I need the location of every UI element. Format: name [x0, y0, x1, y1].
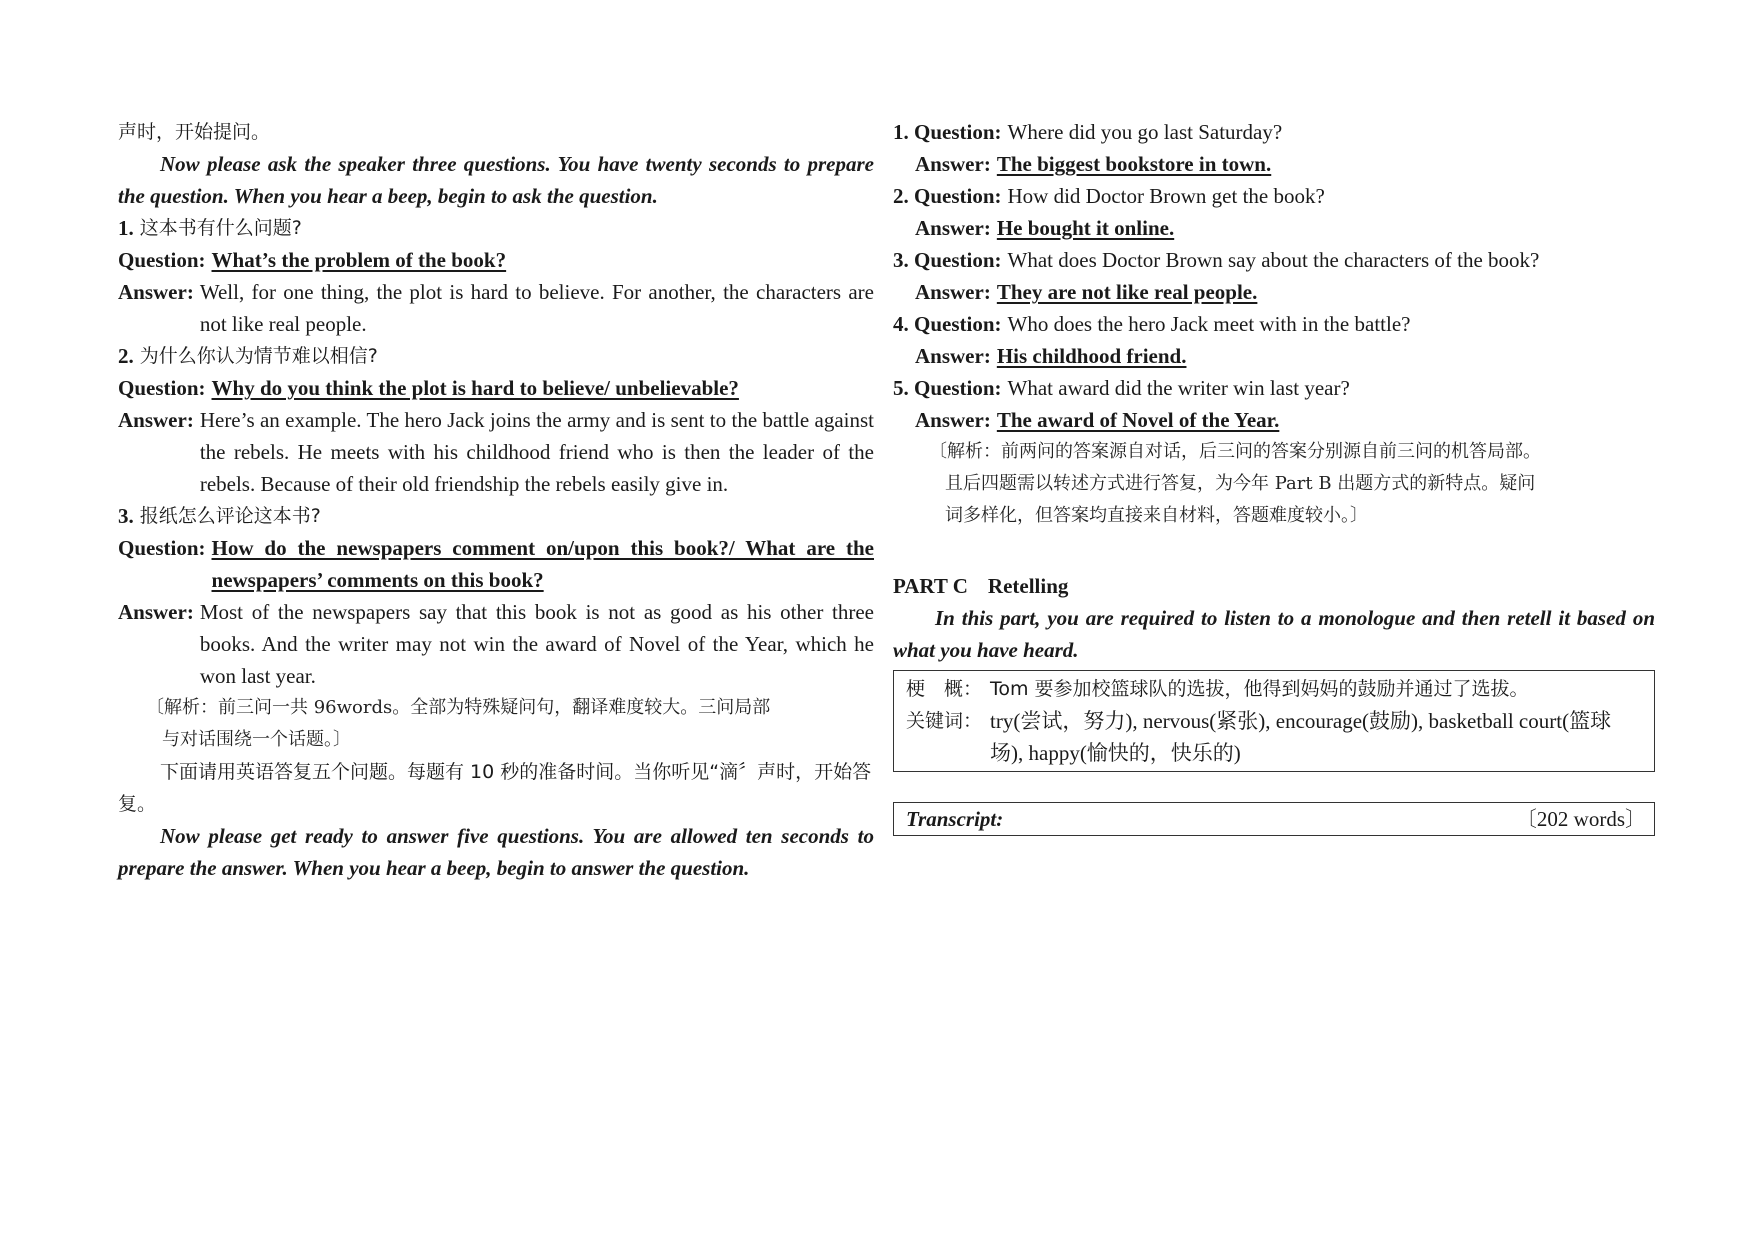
summary-text: Tom 要参加校篮球队的选拔，他得到妈妈的鼓励并通过了选拔。 — [990, 678, 1529, 700]
answer-label: Answer: — [118, 600, 194, 624]
answer-text: His childhood friend. — [996, 344, 1187, 368]
answer-label: Answer: — [915, 344, 991, 368]
answer-label: Answer: — [915, 408, 991, 432]
qa-item-3: 3. Question: What does Doctor Brown say about the characters of the book? Answer: They are not like real people. — [893, 244, 1655, 308]
right-column — [893, 116, 1655, 836]
answer-row-1 — [118, 276, 874, 340]
prompt-zh: 为什么你认为情节难以相信? — [139, 345, 378, 367]
answer-label: Answer: — [915, 152, 991, 176]
question-label: Question: — [914, 184, 1002, 208]
answer-text: They are not like real people. — [996, 280, 1258, 304]
answer-text: The biggest bookstore in town. — [996, 152, 1272, 176]
answer-text: Here’s an example. The hero Jack joins the army and is sent to the battle against the rebels. He meets with his childhood friend who is then the leader of the rebels. Because of their old friendship the rebels easily give in. — [199, 408, 874, 496]
question-label: Question: — [914, 248, 1002, 272]
part-c-heading — [893, 570, 1655, 602]
answer-label: Answer: — [915, 216, 991, 240]
summary-label: 梗 概： — [906, 678, 983, 700]
question-label: Question: — [118, 376, 206, 400]
answer-label: Answer: — [118, 408, 194, 432]
question-prompt-1: 1. 这本书有什么问题? — [118, 212, 874, 244]
answer-row-3 — [118, 596, 874, 692]
question-label: Question: — [118, 536, 206, 560]
prompt-zh: 这本书有什么问题? — [139, 217, 302, 239]
part-c-label: PART C — [893, 574, 968, 598]
qa-item-5: 5. Question: What award did the writer win last year? Answer: The award of Novel of the Year. — [893, 372, 1655, 436]
question-text: Who does the hero Jack meet with in the battle? — [1007, 312, 1411, 336]
intro-zh-tail: 声时，开始提问。 — [118, 121, 271, 143]
part-c-title: Retelling — [987, 574, 1069, 598]
answer-instructions: Now please get ready to answer five questions. You are allowed ten seconds to prepare the answer. When you hear a beep, begin to answer the question. — [118, 824, 874, 880]
summary-box — [893, 670, 1655, 772]
qa-item-4: 4. Question: Who does the hero Jack meet with in the battle? Answer: His childhood friend. — [893, 308, 1655, 372]
answer-label: Answer: — [915, 280, 991, 304]
transcript-box — [893, 802, 1655, 836]
question-prompt-3: 3. 报纸怎么评论这本书? — [118, 500, 874, 532]
answer-text: He bought it online. — [996, 216, 1175, 240]
transcript-word-count: 〔202 words〕 — [1515, 807, 1646, 831]
answer-label: Answer: — [118, 280, 194, 304]
ask-instructions: Now please ask the speaker three questions. You have twenty seconds to prepare the question. When you hear a beep, begin to ask the question. — [118, 152, 874, 208]
analysis-note-2: 〔解析：前两问的答案源自对话，后三问的答案分别源自前三问的机答局部。 且后四题需以转述方式进行答复，为今年 Part B 出题方式的新特点。疑问 词多样化，但答案均直接来自材料，答题难度较小。〕 — [929, 441, 1541, 526]
answer-instructions-zh: 下面请用英语答复五个问题。每题有 10 秒的准备时间。当你听见“滴〞声时，开始答复。 — [118, 761, 872, 815]
prompt-zh: 报纸怎么评论这本书? — [139, 505, 321, 527]
question-text: Why do you think the plot is hard to believe/ unbelievable? — [211, 376, 739, 400]
qa-item-1: 1. Question: Where did you go last Saturday? Answer: The biggest bookstore in town. — [893, 116, 1655, 180]
question-label: Question: — [914, 120, 1002, 144]
answer-text: Well, for one thing, the plot is hard to believe. For another, the characters are not like real people. — [199, 280, 874, 336]
retell-instructions: In this part, you are required to listen to a monologue and then retell it based on what you have heard. — [893, 606, 1655, 662]
summary-row — [906, 673, 1644, 705]
keywords-row — [906, 705, 1644, 769]
question-label: Question: — [118, 248, 206, 272]
question-row-3 — [118, 532, 874, 596]
question-label: Question: — [914, 312, 1002, 336]
qa-item-2: 2. Question: How did Doctor Brown get the book? Answer: He bought it online. — [893, 180, 1655, 244]
question-text: What’s the problem of the book? — [211, 248, 507, 272]
question-text: Where did you go last Saturday? — [1007, 120, 1283, 144]
question-text: What does Doctor Brown say about the characters of the book? — [1007, 248, 1540, 272]
question-text: What award did the writer win last year? — [1007, 376, 1350, 400]
answer-text: Most of the newspapers say that this book is not as good as his other three books. And the writer may not win the award of Novel of the Year, which he won last year. — [199, 600, 874, 688]
keywords-text: try(尝试，努力), nervous(紧张), encourage(鼓励), basketball court(篮球场), happy(愉快的，快乐的) — [990, 709, 1612, 765]
left-column — [118, 116, 874, 884]
question-text: How do the newspapers comment on/upon this book?/ What are the newspapers’ comments on this book? — [211, 536, 874, 592]
question-row-1 — [118, 244, 874, 276]
analysis-note-1: 〔解析：前三问一共 96words。全部为特殊疑问句，翻译难度较大。三问局部 与对话围绕一个话题。〕 — [146, 697, 771, 750]
question-prompt-2: 2. 为什么你认为情节难以相信? — [118, 340, 874, 372]
keywords-label: 关键词： — [906, 710, 983, 732]
answer-text: The award of Novel of the Year. — [996, 408, 1280, 432]
answer-row-2 — [118, 404, 874, 500]
question-row-2 — [118, 372, 874, 404]
question-label: Question: — [914, 376, 1002, 400]
question-text: How did Doctor Brown get the book? — [1007, 184, 1325, 208]
transcript-label: Transcript: — [906, 807, 1004, 831]
